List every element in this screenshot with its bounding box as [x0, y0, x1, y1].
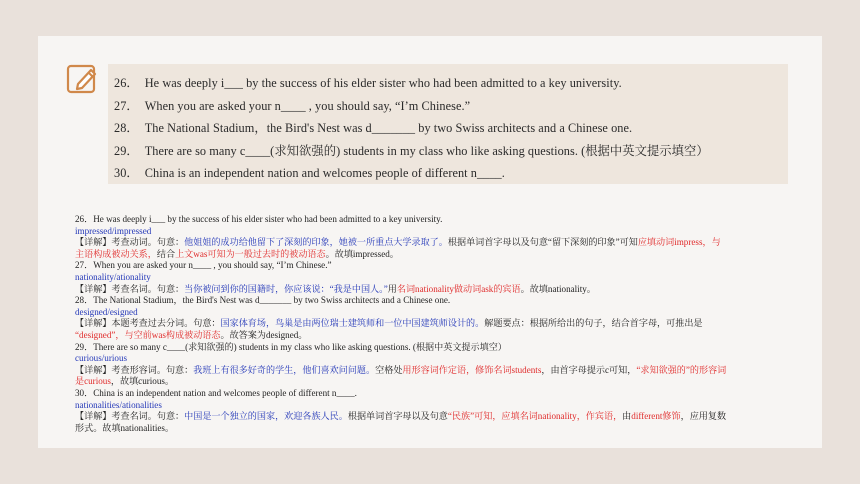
question-27: 27． When you are asked your n____ , you should say, “I’m Chinese.” [114, 98, 471, 113]
explanation-30-cont: 形式。故填nationalities。 [75, 422, 175, 433]
explanation-28: 【详解】本题考查过去分词。句意：国家体育场，鸟巢是由两位瑞士建筑师和一位中国建筑师设计的。解题要点：根据所给出的句子，结合首字母，可推出是 [75, 318, 703, 329]
question-28: 28． The National Stadium，the Bird's Nest was d_______ by two Swiss architects and a Chinese one. [114, 121, 633, 135]
question-30: 30． China is an independent nation and welcomes people of different n____. [114, 166, 505, 180]
answer-26: impressed/impressed [75, 225, 152, 236]
explanation-26-cont: 主语构成被动关系，结合上文was可知为一般过去时的被动语态。故填impressed。 [75, 248, 399, 259]
explanation-28-cont: “designed”，与空前was构成被动语态。故答案为designed。 [75, 329, 308, 340]
question-26: 26． He was deeply i___ by the success of his elder sister who had been admitted to a key university. [114, 76, 622, 90]
answer-28: designed/esigned [75, 306, 138, 317]
edit-pencil-icon [64, 60, 102, 98]
detail-question-26: 26．He was deeply i___ by the success of his elder sister who had been admitted to a key university. [75, 214, 443, 224]
question-29: 29． There are so many c____(求知欲强的) students in my class who like asking questions. (根据中英文提示填空） [114, 143, 709, 158]
answer-27: nationality/ationality [75, 271, 151, 282]
answer-29: curious/urious [75, 353, 128, 364]
explanation-27: 【详解】考查名词。句意：当你被问到你的国籍时，你应该说：“我是中国人。”用名词nationality做动词ask的宾语。故填nationality。 [75, 283, 596, 294]
detail-question-27: 27．When you are asked your n____ , you should say, “I’m Chinese.” [75, 260, 332, 271]
explanation-30: 【详解】考查名词。句意：中国是一个独立的国家，欢迎各族人民。根据单词首字母以及句意“民族”可知，应填名词nationality，作宾语，由different修饰，应用复数 [75, 411, 727, 422]
detail-question-29: 29．There are so many c____(求知欲强的) students in my class who like asking questions. (根据中英文提示填空） [75, 341, 507, 352]
explanation-29: 【详解】考查形容词。句意：我班上有很多好奇的学生，他们喜欢问问题。空格处用形容词作定语，修饰名词students，由首字母提示c可知，“求知欲强的”的形容词 [75, 364, 727, 375]
explanation-26: 【详解】考查动词。句意：他姐姐的成功给他留下了深刻的印象，她被一所重点大学录取了。根据单词首字母以及句意“留下深刻的印象”可知应填动词impress，与 [75, 237, 721, 248]
detail-question-30: 30．China is an independent nation and welcomes people of different n____. [75, 387, 357, 398]
detail-question-28: 28．The National Stadium，the Bird's Nest was d_______ by two Swiss architects and a Chinese one. [75, 295, 451, 306]
question-box [108, 64, 788, 184]
explanation-29-cont: 是curious，故填curious。 [75, 376, 175, 387]
answer-explanations [75, 214, 795, 434]
answer-30: nationalities/ationalities [75, 399, 162, 410]
